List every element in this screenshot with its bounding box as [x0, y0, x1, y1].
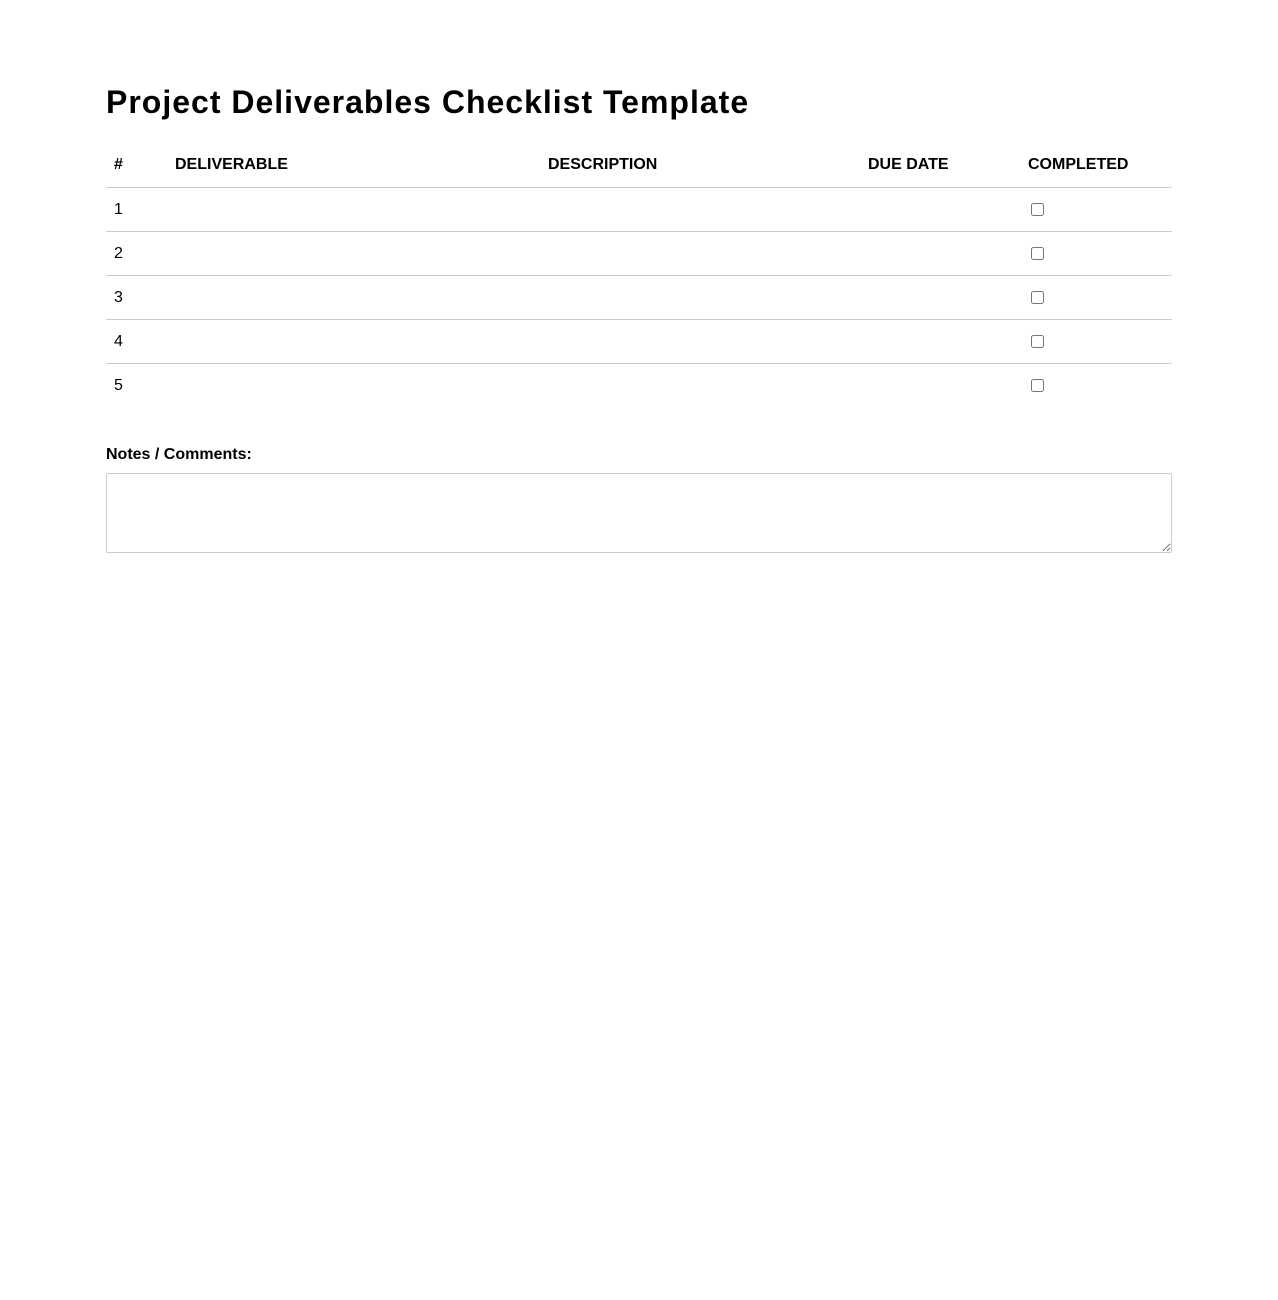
- description-cell[interactable]: [540, 320, 860, 364]
- table-row: [106, 320, 1172, 364]
- row-number: 1: [106, 188, 167, 232]
- description-cell[interactable]: [540, 276, 860, 320]
- notes-label: Notes / Comments:: [106, 446, 252, 463]
- completed-cell: [1020, 364, 1172, 408]
- row-number: 4: [106, 320, 167, 364]
- due-date-cell[interactable]: [860, 320, 1020, 364]
- notes-textarea[interactable]: [106, 473, 1172, 553]
- column-header-due-date: DUE DATE: [860, 143, 1020, 188]
- column-header-num: #: [106, 143, 167, 188]
- completed-checkbox[interactable]: [1031, 291, 1044, 304]
- completed-cell: [1020, 320, 1172, 364]
- table-row: [106, 232, 1172, 276]
- description-cell[interactable]: [540, 364, 860, 408]
- column-header-completed: COMPLETED: [1020, 143, 1172, 188]
- due-date-cell[interactable]: [860, 364, 1020, 408]
- table-row: [106, 276, 1172, 320]
- due-date-cell[interactable]: [860, 232, 1020, 276]
- table-header-row: [106, 143, 1172, 188]
- completed-cell: [1020, 276, 1172, 320]
- completed-checkbox[interactable]: [1031, 335, 1044, 348]
- table-row: [106, 188, 1172, 232]
- column-header-deliverable: DELIVERABLE: [167, 143, 540, 188]
- deliverable-cell[interactable]: [167, 364, 540, 408]
- description-cell[interactable]: [540, 188, 860, 232]
- deliverables-table: [106, 143, 1172, 407]
- completed-cell: [1020, 188, 1172, 232]
- deliverable-cell[interactable]: [167, 232, 540, 276]
- page-title: Project Deliverables Checklist Template: [106, 84, 750, 120]
- row-number: 3: [106, 276, 167, 320]
- column-header-description: DESCRIPTION: [540, 143, 860, 188]
- row-number: 5: [114, 376, 123, 394]
- completed-checkbox[interactable]: [1031, 247, 1044, 260]
- deliverable-cell[interactable]: [167, 276, 540, 320]
- description-cell[interactable]: [540, 232, 860, 276]
- completed-checkbox[interactable]: [1031, 203, 1044, 216]
- due-date-cell[interactable]: [860, 188, 1020, 232]
- due-date-cell[interactable]: [860, 276, 1020, 320]
- completed-cell: [1020, 232, 1172, 276]
- completed-checkbox[interactable]: [1031, 379, 1044, 392]
- deliverable-cell[interactable]: [167, 188, 540, 232]
- deliverable-cell[interactable]: [167, 320, 540, 364]
- row-number: 2: [106, 232, 167, 276]
- table-row: [106, 364, 1172, 408]
